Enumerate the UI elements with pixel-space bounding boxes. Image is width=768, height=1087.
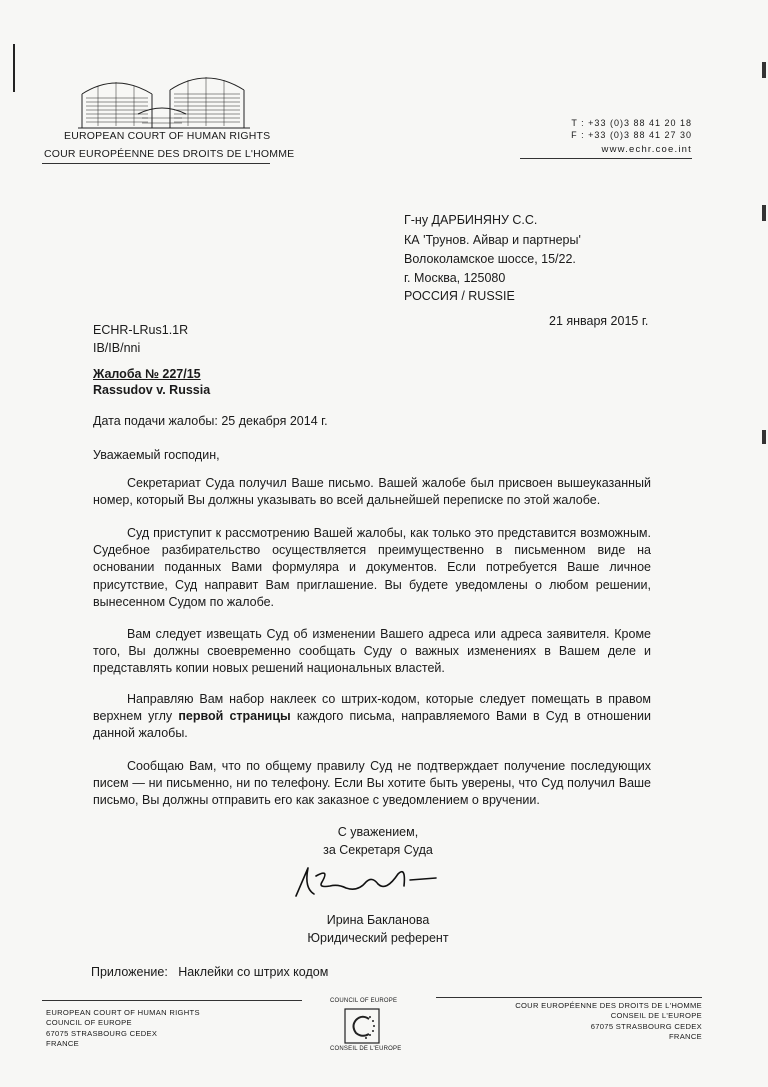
case-title: Rassudov v. Russia [93, 383, 211, 397]
filing-date: Дата подачи жалобы: 25 декабря 2014 г. [93, 414, 328, 428]
case-number: Жалоба № 227/15 [93, 367, 201, 381]
scan-mark [762, 62, 766, 78]
header-divider [42, 163, 270, 164]
signatory-role: Юридический референт [307, 931, 449, 945]
council-of-europe-emblem [344, 1008, 380, 1044]
reference-code: ECHR-LRus1.1R [93, 323, 189, 337]
footer-country-fr: FRANCE [668, 1032, 702, 1042]
recipient-country: РОССИЯ / RUSSIE [404, 289, 515, 303]
closing-on-behalf: за Секретаря Суда [323, 843, 433, 857]
scan-mark [762, 430, 766, 444]
signatory-name: Ирина Бакланова [326, 913, 430, 927]
footer-city: 67075 STRASBOURG CEDEX [46, 1028, 158, 1038]
paragraph-address-change: Вам следует извещать Суд об изменении Вашего адреса или адреса заявителя. Кроме того, Вы должны своевременно сообщать Суду о важных изменениях в Вашем деле и представлять копии новых решений национальных властей. [93, 627, 651, 676]
conseil-de-l-europe-label: CONSEIL DE L'EUROPE [330, 1046, 402, 1052]
court-name-french: COUR EUROPÉENNE DES DROITS DE L'HOMME [44, 148, 295, 160]
attachment-note: Приложение: Наклейки со штрих кодом [91, 965, 329, 979]
website: www.echr.coe.int [601, 144, 692, 155]
paragraph-registration: Секретариат Суда получил Ваше письмо. Вашей жалобе был присвоен вышеуказанный номер, который Вы должны указывать во всей дальнейшей переписке по этой жалобе. [93, 476, 651, 508]
recipient-street: Волоколамское шоссе, 15/22. [404, 252, 576, 266]
council-of-europe-label: COUNCIL OF EUROPE [330, 998, 398, 1004]
handwritten-signature [286, 858, 446, 906]
footer-court-name: EUROPEAN COURT OF HUMAN RIGHTS [46, 1008, 200, 1017]
footer-divider-left [42, 1000, 302, 1001]
footer-country: FRANCE [46, 1039, 80, 1049]
paragraph-barcode-labels: Направляю Вам набор наклеек со штрих-кодом, которые следует помещать в правом верхнем углу первой страницы каждого письма, направляемого Вами в Суд в отношении данной жалобы. [93, 692, 651, 741]
footer-council-name: COUNCIL OF EUROPE [46, 1018, 132, 1028]
paragraph-acknowledgement: Сообщаю Вам, что по общему правилу Суд не подтверждает получение последующих писем — ни письменно, ни по телефону. Если Вы хотите быть уверены, что Суд получил Ваше письмо, Вы должны отправить его как заказное с уведомлением о вручении. [93, 759, 651, 808]
footer-city-fr: 67075 STRASBOURG CEDEX [590, 1021, 702, 1031]
court-name-english: EUROPEAN COURT OF HUMAN RIGHTS [64, 130, 271, 142]
recipient-city: г. Москва, 125080 [404, 271, 506, 285]
telephone-number: T : +33 (0)3 88 41 20 18 [571, 118, 692, 128]
footer-address-french [515, 1001, 702, 1043]
footer-divider-right [436, 997, 702, 998]
scan-mark [13, 44, 15, 92]
court-building-logo [78, 68, 254, 136]
recipient-name: Г-ну ДАРБИНЯНУ С.С. [404, 213, 538, 227]
reference-initials: IB/IB/nni [93, 341, 141, 355]
footer-court-name-fr: COUR EUROPÉENNE DES DROITS DE L'HOMME [515, 1001, 702, 1010]
paragraph-proceedings: Суд приступит к рассмотрению Вашей жалобы, как только это представится возможным. Судебное разбирательство осуществляется преимущественно в письменном виде на основании поданных Вами формуляра и документов. Если потребуется Ваше личное присутствие, Суд направит Вам приглашение. Вы будете уведомлены о любом решении, вынесенном Судом по жалобе. [93, 526, 651, 609]
salutation: Уважаемый господин, [93, 448, 220, 462]
recipient-firm: КА 'Трунов. Айвар и партнеры' [404, 233, 581, 247]
contact-divider [520, 158, 692, 159]
closing-regards: С уважением, [337, 825, 419, 839]
fax-number: F : +33 (0)3 88 41 27 30 [571, 130, 692, 140]
letter-date: 21 января 2015 г. [549, 314, 649, 328]
footer-address-english [46, 1008, 200, 1050]
scan-mark [762, 205, 766, 221]
footer-council-name-fr: CONSEIL DE L'EUROPE [610, 1011, 702, 1021]
